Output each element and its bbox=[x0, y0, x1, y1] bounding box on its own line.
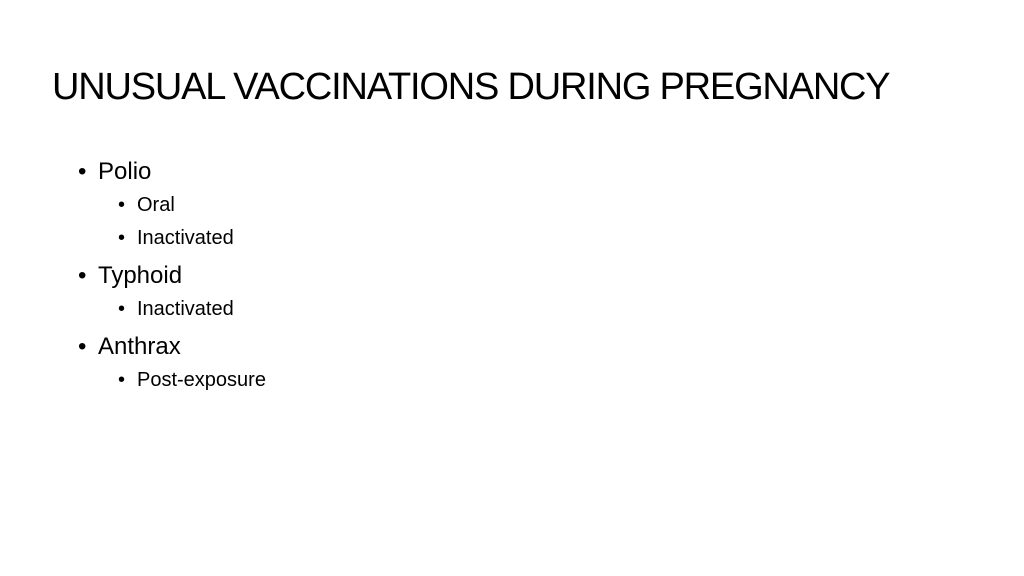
sub-bullet-label: Oral bbox=[137, 194, 175, 216]
sub-bullet-item-post-exposure bbox=[118, 364, 266, 397]
bullet-item-anthrax bbox=[78, 331, 266, 397]
bullet-icon: • bbox=[78, 262, 87, 289]
sub-bullet-list bbox=[98, 189, 266, 255]
bullet-icon: • bbox=[118, 227, 126, 249]
bullet-label: Polio bbox=[98, 158, 152, 185]
bullet-label: Typhoid bbox=[98, 262, 183, 289]
bullet-icon: • bbox=[118, 194, 126, 216]
bullet-item-polio bbox=[78, 156, 266, 255]
sub-bullet-item-inactivated bbox=[118, 222, 266, 255]
bullet-list bbox=[78, 156, 266, 397]
sub-bullet-list bbox=[98, 293, 266, 326]
sub-bullet-item-inactivated bbox=[118, 293, 266, 326]
sub-bullet-list bbox=[98, 364, 266, 397]
bullet-icon: • bbox=[78, 158, 87, 185]
sub-bullet-label: Post-exposure bbox=[137, 369, 266, 391]
sub-bullet-item-oral bbox=[118, 189, 266, 222]
sub-bullet-label: Inactivated bbox=[137, 298, 234, 320]
bullet-icon: • bbox=[118, 369, 126, 391]
slide-title: UNUSUAL VACCINATIONS DURING PREGNANCY bbox=[52, 66, 890, 108]
sub-bullet-label: Inactivated bbox=[137, 227, 234, 249]
bullet-label: Anthrax bbox=[98, 333, 181, 360]
bullet-icon: • bbox=[78, 333, 87, 360]
bullet-item-typhoid bbox=[78, 260, 266, 326]
bullet-icon: • bbox=[118, 298, 126, 320]
